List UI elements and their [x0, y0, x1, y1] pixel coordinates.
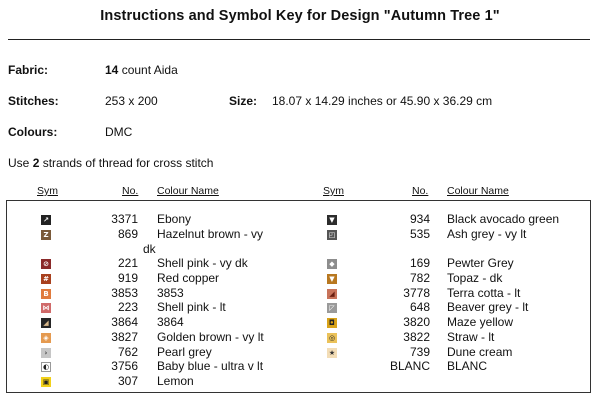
- symbol-swatch-icon: B: [41, 289, 51, 299]
- header-no-right: No.: [412, 185, 429, 197]
- colour-name: Beaver grey - lt: [447, 300, 529, 314]
- symbol-swatch-icon: ◆: [327, 259, 337, 269]
- colour-number: 221: [117, 256, 138, 270]
- colours-label: Colours:: [8, 125, 58, 139]
- symbol-swatch-icon: ◈: [41, 333, 51, 343]
- colour-number: 307: [117, 374, 138, 388]
- colour-name: Red copper: [157, 271, 220, 285]
- page-title: Instructions and Symbol Key for Design "Autumn Tree 1": [100, 8, 500, 24]
- colour-name: Dune cream: [447, 345, 513, 359]
- title-divider: [8, 39, 590, 40]
- colour-number: BLANC: [389, 359, 430, 373]
- symbol-swatch-icon: ⊘: [41, 259, 51, 269]
- symbol-swatch-icon: ★: [328, 348, 336, 357]
- symbol-swatch-icon: ◢: [327, 289, 337, 299]
- colour-number: 3820: [403, 315, 430, 329]
- size-value: 18.07 x 14.29 inches or 45.90 x 36.29 cm: [272, 94, 493, 108]
- symbol-swatch-icon: ◢: [41, 318, 51, 328]
- colour-name: Terra cotta - lt: [447, 286, 521, 300]
- colour-number: 919: [117, 271, 138, 285]
- colour-name: Golden brown - vy lt: [157, 330, 264, 344]
- colour-name: Shell pink - lt: [157, 300, 226, 314]
- colour-name: Hazelnut brown - vy dk: [143, 227, 264, 256]
- stitches-value: 253 x 200: [105, 94, 158, 108]
- stitches-label: Stitches:: [8, 94, 59, 108]
- colour-name: Ebony: [157, 212, 192, 226]
- fabric-rest: count Aida: [118, 63, 178, 77]
- colour-name: Topaz - dk: [447, 271, 503, 285]
- note-post: strands of thread for cross stitch: [39, 156, 214, 170]
- header-sym-right: Sym: [323, 185, 344, 197]
- symbol-swatch-icon: #: [41, 274, 51, 284]
- symbol-swatch-icon: ▼: [327, 215, 337, 225]
- header-name-left: Colour Name: [157, 185, 219, 197]
- colours-value: DMC: [105, 125, 133, 139]
- colour-number: 3864: [111, 315, 138, 329]
- colour-name: BLANC: [447, 359, 488, 373]
- symbol-swatch-icon: ↗: [41, 215, 51, 225]
- fabric-value: [105, 63, 178, 77]
- size-label: Size:: [229, 94, 258, 108]
- colour-number: 739: [409, 345, 430, 359]
- symbol-swatch-icon: ◘: [327, 318, 337, 328]
- colour-number: 169: [409, 256, 430, 270]
- colour-number: 3853: [111, 286, 138, 300]
- note-strands: 2: [32, 156, 40, 170]
- colour-name: Pearl grey: [157, 345, 212, 359]
- colour-name: Straw - lt: [447, 330, 495, 344]
- colour-name: Ash grey - vy lt: [447, 227, 527, 241]
- colour-name: Pewter Grey: [447, 256, 514, 270]
- colour-name: Baby blue - ultra v lt: [157, 359, 264, 373]
- colour-number: 3756: [111, 359, 138, 373]
- colour-name: Maze yellow: [447, 315, 514, 329]
- colour-name: Lemon: [157, 374, 194, 388]
- colour-number: 535: [409, 227, 430, 241]
- colour-name: 3864: [157, 315, 184, 329]
- colour-number: 3778: [403, 286, 430, 300]
- symbol-swatch-icon: ▼: [327, 274, 337, 284]
- symbol-swatch-icon: ◰: [328, 230, 336, 239]
- fabric-count: 14: [105, 63, 119, 77]
- colour-name: 3853: [157, 286, 184, 300]
- strands-note: [8, 156, 213, 170]
- colour-number: 3822: [403, 330, 430, 344]
- colour-number: 782: [409, 271, 430, 285]
- symbol-swatch-icon: ⋈: [42, 303, 50, 312]
- symbol-swatch-icon: ›: [41, 348, 51, 358]
- symbol-swatch-icon: ▣: [42, 377, 50, 386]
- colour-number: 648: [409, 300, 430, 314]
- colour-number: 934: [409, 212, 430, 226]
- colour-number: 3371: [111, 212, 138, 226]
- colour-number: 223: [117, 300, 138, 314]
- symbol-swatch-icon: ◎: [328, 333, 336, 342]
- colour-number: 762: [117, 345, 138, 359]
- colour-number: 869: [117, 227, 138, 241]
- symbol-swatch-icon: Z: [41, 230, 51, 240]
- colour-number: 3827: [111, 330, 138, 344]
- colour-name: Black avocado green: [447, 212, 560, 226]
- symbol-swatch-icon: ◸: [327, 303, 337, 313]
- header-no-left: No.: [122, 185, 139, 197]
- header-name-right: Colour Name: [447, 185, 509, 197]
- header-sym-left: Sym: [37, 185, 58, 197]
- symbol-swatch-icon: ◐: [42, 362, 50, 371]
- fabric-label: Fabric:: [8, 63, 49, 77]
- note-pre: Use: [8, 156, 33, 170]
- colour-name: Shell pink - vy dk: [157, 256, 248, 270]
